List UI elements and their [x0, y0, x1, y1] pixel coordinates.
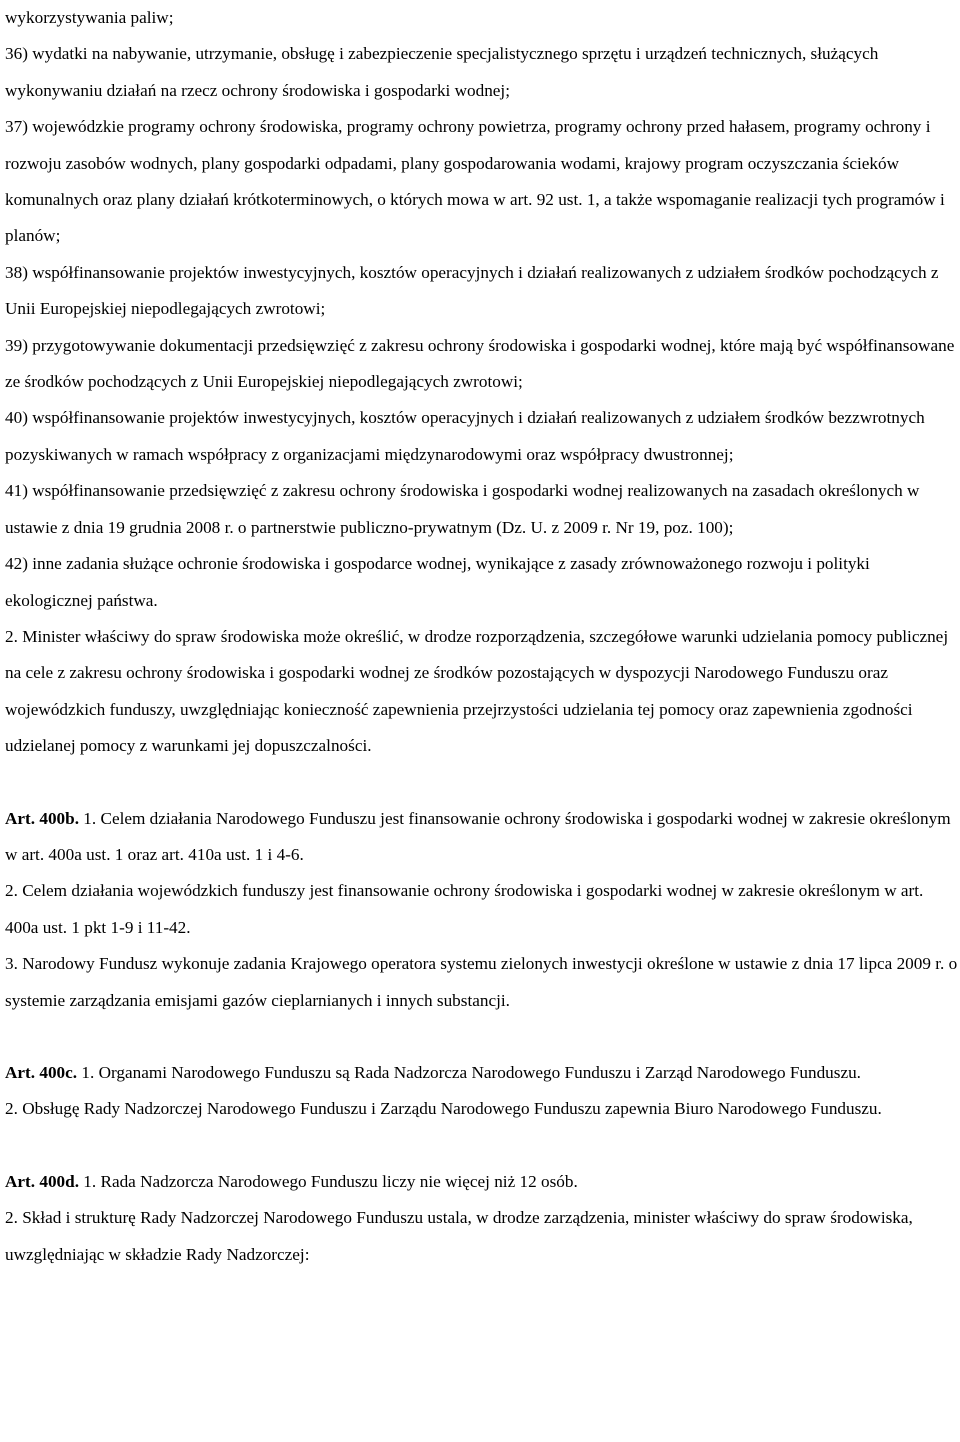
article-400d-para-2: 2. Skład i strukturę Rady Nadzorczej Narodowego Funduszu ustala, w drodze zarządzenia, minister właściwy do spraw środowiska, uwzględniając w składzie Rady Nadzorczej: [5, 1208, 913, 1264]
list-item-39: 39) przygotowywanie dokumentacji przedsięwzięć z zakresu ochrony środowiska i gospodarki wodnej, które mają być współfinansowane ze środków pochodzących z Unii Europejskiej niepodlegających zwrotowi; [5, 335, 955, 392]
list-item-37: 37) wojewódzkie programy ochrony środowiska, programy ochrony powietrza, programy ochrony przed hałasem, programy ochrony i rozwoju zasobów wodnych, plany gospodarki odpadami, plany gospodarowania wodami, krajowy program oczyszczania ścieków komunalnych oraz plany działań krótkoterminowych, o których mowa w art. 92 ust. 1, a także wspomaganie realizacji tych programów i planów; [5, 117, 945, 246]
article-400c-para-1 [5, 1055, 960, 1091]
article-number: Art. 400b. [5, 808, 79, 828]
list-item-42: 42) inne zadania służące ochronie środowiska i gospodarce wodnej, wynikające z zasady zrównoważonego rozwoju i polityki ekologicznej państwa. [5, 554, 870, 610]
article-text: 1. Rada Nadzorcza Narodowego Funduszu liczy nie więcej niż 12 osób. [79, 1171, 578, 1191]
article-number: Art. 400d. [5, 1171, 79, 1191]
article-400b-para-3: 3. Narodowy Fundusz wykonuje zadania Krajowego operatora systemu zielonych inwestycji określone w ustawie z dnia 17 lipca 2009 r. o systemie zarządzania emisjami gazów cieplarnianych i innych substancji. [5, 954, 958, 1010]
document-body [5, 0, 960, 1273]
list-item-41: 41) współfinansowanie przedsięwzięć z zakresu ochrony środowiska i gospodarki wodnej realizowanych na zasadach określonych w ustawie z dnia 19 grudnia 2008 r. o partnerstwie publiczno-prywatnym (Dz. U. z 2009 r. Nr 19, poz. 100); [5, 481, 920, 537]
article-400b-para-1 [5, 801, 960, 874]
paragraph-2: 2. Minister właściwy do spraw środowiska może określić, w drodze rozporządzenia, szczegółowe warunki udzielania pomocy publicznej na cele z zakresu ochrony środowiska i gospodarki wodnej ze środków pozostających w dyspozycji Narodowego Funduszu oraz wojewódzkich funduszy, uwzględniając konieczność zapewnienia przejrzystości udzielania tej pomocy oraz zapewnienia zgodności udzielanej pomocy z warunkami jej dopuszczalności. [5, 626, 949, 756]
list-item-36: 36) wydatki na nabywanie, utrzymanie, obsługę i zabezpieczenie specjalistycznego sprzętu i urządzeń technicznych, służących wykonywaniu działań na rzecz ochrony środowiska i gospodarki wodnej; [5, 44, 879, 100]
list-item-40: 40) współfinansowanie projektów inwestycyjnych, kosztów operacyjnych i działań realizowanych z udziałem środków bezzwrotnych pozyskiwanych w ramach współpracy z organizacjami międzynarodowymi oraz współpracy dwustronnej; [5, 408, 925, 464]
spacer [5, 765, 960, 801]
spacer [5, 1128, 960, 1164]
article-text: 1. Organami Narodowego Funduszu są Rada Nadzorcza Narodowego Funduszu i Zarząd Narodowego Funduszu. [77, 1062, 861, 1082]
article-400d-para-1 [5, 1164, 960, 1200]
paragraph: wykorzystywania paliw; [5, 8, 174, 27]
spacer [5, 1019, 960, 1055]
article-number: Art. 400c. [5, 1062, 78, 1082]
list-item-38: 38) współfinansowanie projektów inwestycyjnych, kosztów operacyjnych i działań realizowanych z udziałem środków pochodzących z Unii Europejskiej niepodlegających zwrotowi; [5, 262, 939, 319]
article-text: 1. Celem działania Narodowego Funduszu jest finansowanie ochrony środowiska i gospodarki wodnej w zakresie określonym w art. 400a ust. 1 oraz art. 410a ust. 1 i 4-6. [5, 808, 951, 864]
article-400c-para-2: 2. Obsługę Rady Nadzorczej Narodowego Funduszu i Zarządu Narodowego Funduszu zapewnia Biuro Narodowego Funduszu. [5, 1099, 882, 1119]
article-400b-para-2: 2. Celem działania wojewódzkich funduszy jest finansowanie ochrony środowiska i gospodarki wodnej w zakresie określonym w art. 400a ust. 1 pkt 1-9 i 11-42. [5, 881, 924, 937]
